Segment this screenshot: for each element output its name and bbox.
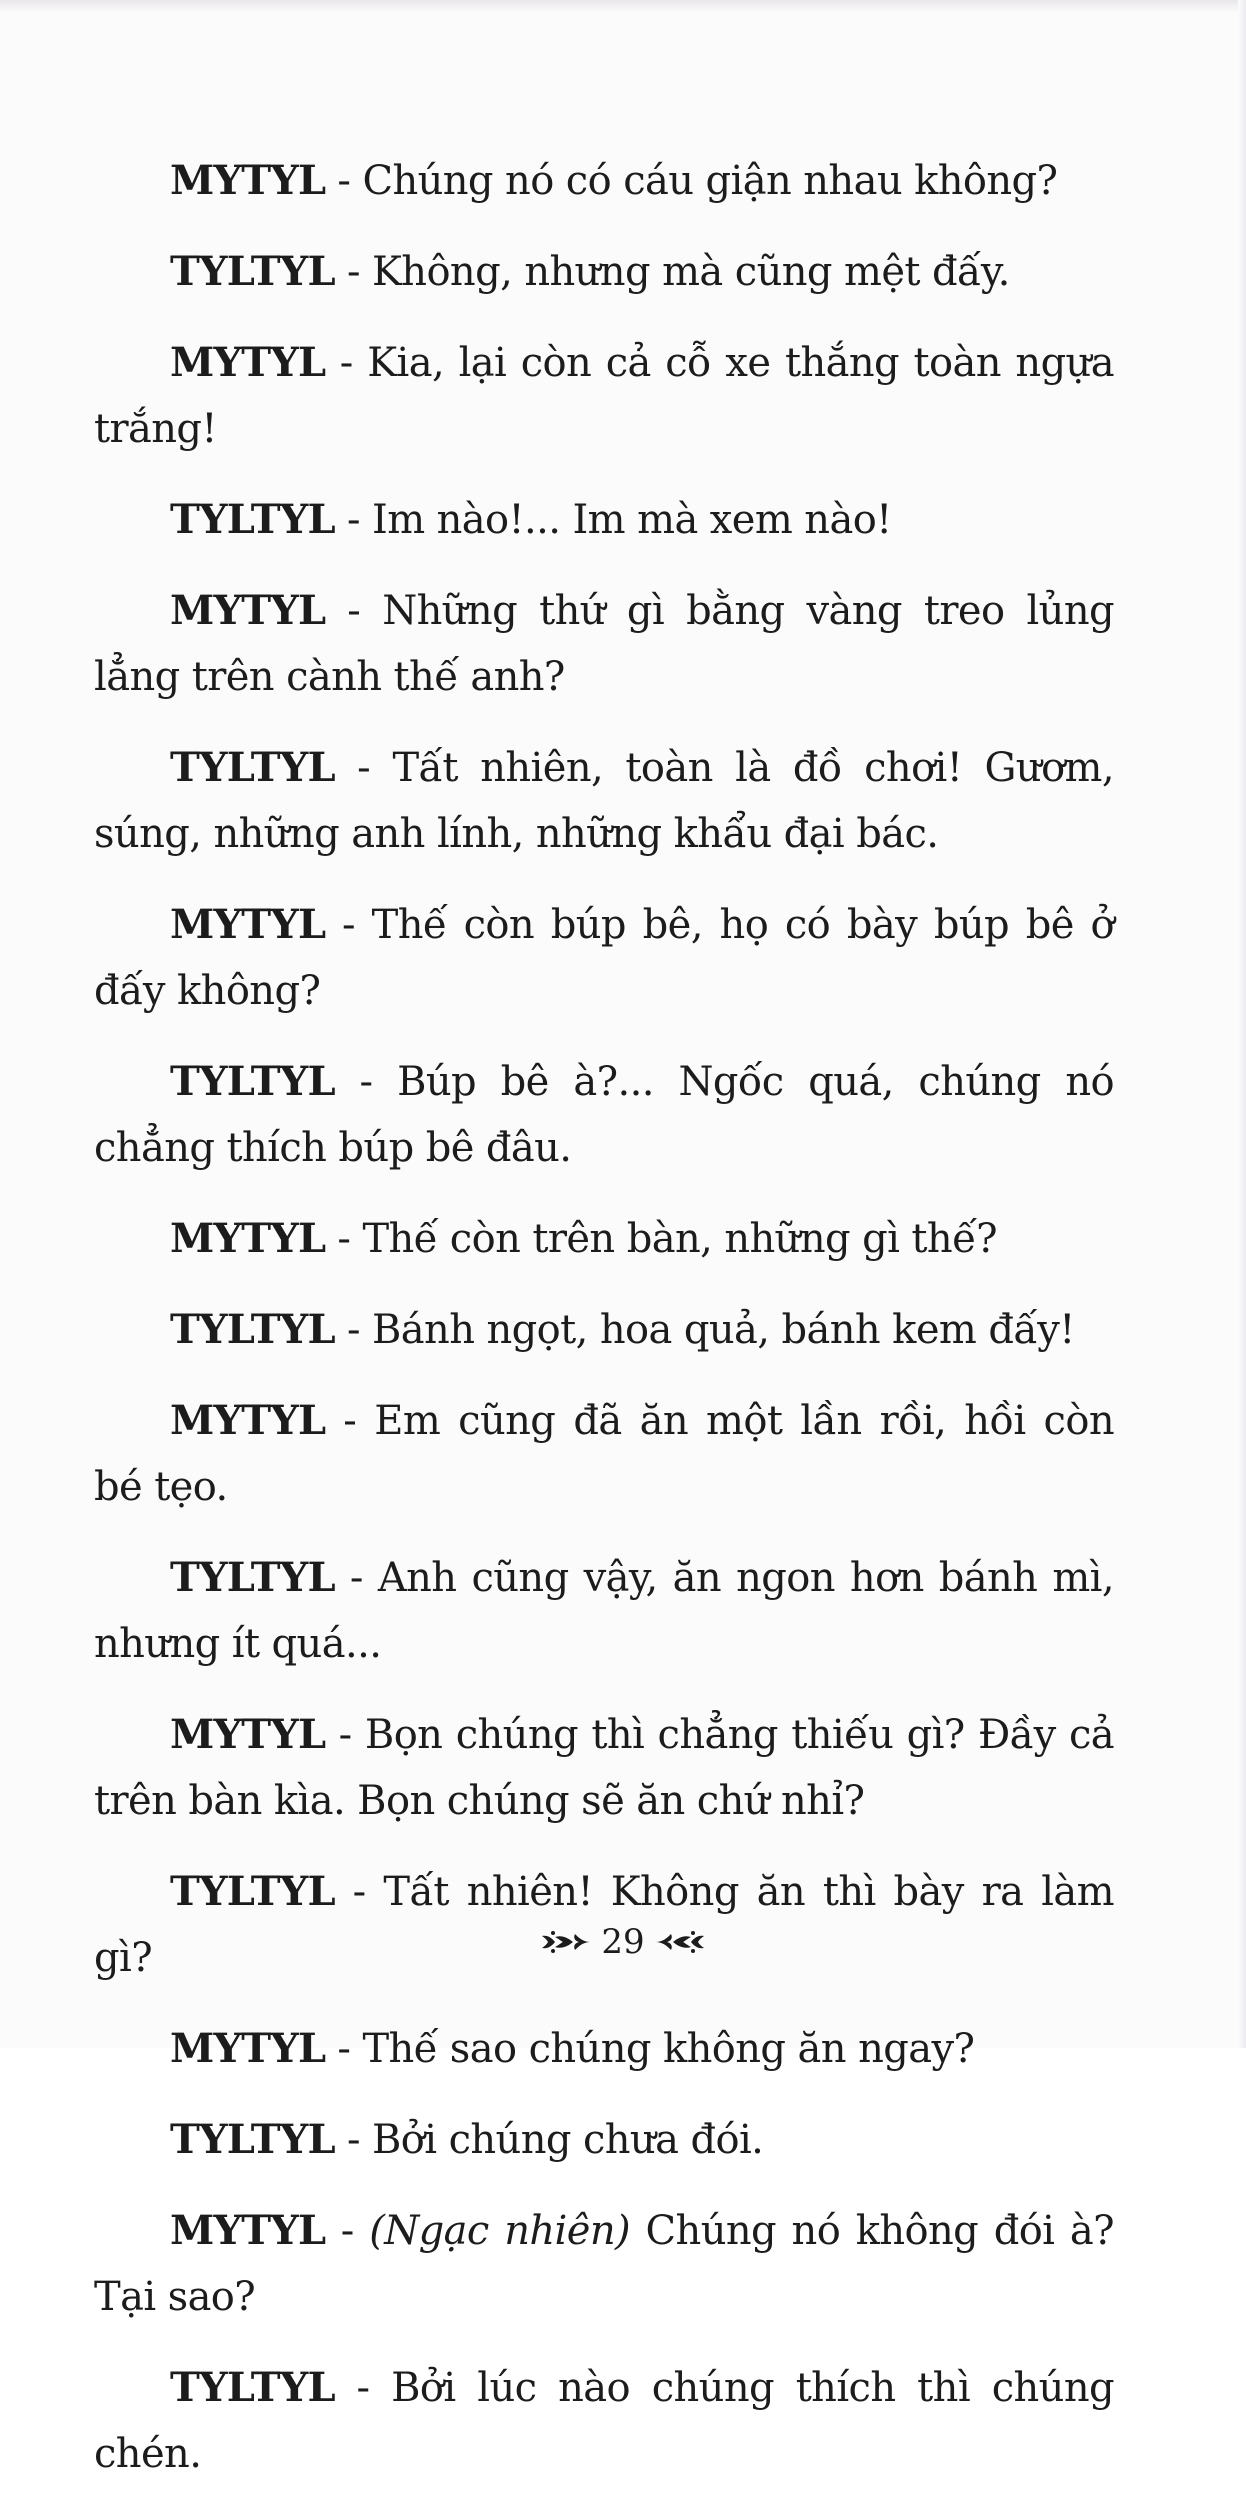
page-right-edge xyxy=(1238,0,1246,2048)
dialogue-line xyxy=(94,1206,1114,1272)
line-text: Chúng nó có cáu giận nhau không? xyxy=(362,158,1058,204)
dialogue-line xyxy=(94,1388,1114,1520)
line-text: Tất nhiên! Không ăn thì bày ra làm gì? xyxy=(94,1869,1114,1981)
dialogue-line xyxy=(94,892,1114,1024)
separator: - xyxy=(334,745,393,791)
speaker-name: TYLTYL xyxy=(170,1868,335,1915)
left-ornament-icon xyxy=(539,1925,593,1959)
separator: - xyxy=(334,2365,392,2411)
dialogue-line xyxy=(94,1545,1114,1677)
page-number: 29 xyxy=(601,1922,645,1962)
separator: - xyxy=(325,158,363,204)
page-footer xyxy=(0,1912,1246,1972)
page-top-edge xyxy=(0,0,1246,12)
line-text: Im nào!... Im mà xem nào! xyxy=(372,497,892,543)
separator: - xyxy=(334,2117,372,2163)
right-ornament-icon xyxy=(653,1925,707,1959)
line-text: Những thứ gì bằng vàng treo lủng lẳng trên cành thế anh? xyxy=(94,588,1114,700)
line-text: Thế còn búp bê, họ có bày búp bê ở đấy không? xyxy=(94,902,1114,1014)
speaker-name: TYLTYL xyxy=(170,1554,335,1601)
separator: - xyxy=(334,1307,372,1353)
dialogue-line xyxy=(94,2198,1114,2330)
line-text: Tất nhiên, toàn là đồ chơi! Gươm, súng, những anh lính, những khẩu đại bác. xyxy=(94,745,1114,857)
dialogue-line xyxy=(94,735,1114,867)
dialogue-line xyxy=(94,1297,1114,1363)
dialogue-line xyxy=(94,487,1114,553)
speaker-name: TYLTYL xyxy=(170,496,335,543)
separator: - xyxy=(325,1398,375,1444)
dialogue-line xyxy=(94,2355,1114,2487)
dialogue-text xyxy=(94,148,1114,2512)
speaker-name: TYLTYL xyxy=(170,1058,335,1105)
speaker-name: TYLTYL xyxy=(170,2364,335,2411)
separator: - xyxy=(325,1712,365,1758)
line-text: Búp bê à?... Ngốc quá, chúng nó chẳng thích búp bê đâu. xyxy=(94,1059,1114,1171)
line-text: Không, nhưng mà cũng mệt đấy. xyxy=(372,249,1010,295)
line-text: Chúng nó không đói à? Tại sao? xyxy=(94,2208,1114,2320)
separator: - xyxy=(325,340,368,386)
separator: - xyxy=(325,1216,363,1262)
speaker-name: TYLTYL xyxy=(170,1306,335,1353)
speaker-name: MYTYL xyxy=(170,2207,326,2254)
separator: - xyxy=(334,497,372,543)
line-text: Anh cũng vậy, ăn ngon hơn bánh mì, nhưng ít quá... xyxy=(94,1555,1114,1667)
speaker-name: MYTYL xyxy=(170,339,326,386)
speaker-name: MYTYL xyxy=(170,587,326,634)
dialogue-line xyxy=(94,1049,1114,1181)
speaker-name: TYLTYL xyxy=(170,744,335,791)
stage-direction: (Ngạc nhiên) xyxy=(369,2208,630,2254)
dialogue-line xyxy=(94,2107,1114,2173)
line-text: Bởi lúc nào chúng thích thì chúng chén. xyxy=(94,2365,1114,2477)
speaker-name: MYTYL xyxy=(170,2025,326,2072)
speaker-name: MYTYL xyxy=(170,1215,326,1262)
dialogue-line xyxy=(94,239,1114,305)
line-text: Bánh ngọt, hoa quả, bánh kem đấy! xyxy=(372,1307,1075,1353)
separator: - xyxy=(334,1555,378,1601)
separator: - xyxy=(334,1869,384,1915)
separator: - xyxy=(325,588,383,634)
line-text: Bọn chúng thì chẳng thiếu gì? Đầy cả trên bàn kìa. Bọn chúng sẽ ăn chứ nhỉ? xyxy=(94,1712,1114,1824)
separator: - xyxy=(325,902,372,948)
speaker-name: MYTYL xyxy=(170,901,326,948)
separator: - xyxy=(325,2208,370,2254)
speaker-name: TYLTYL xyxy=(170,2116,335,2163)
dialogue-line xyxy=(94,330,1114,462)
dialogue-line xyxy=(94,1702,1114,1834)
line-text: Kia, lại còn cả cỗ xe thắng toàn ngựa trắng! xyxy=(94,340,1114,452)
speaker-name: MYTYL xyxy=(170,1711,326,1758)
line-text: Bởi chúng chưa đói. xyxy=(372,2117,764,2163)
speaker-name: MYTYL xyxy=(170,1397,326,1444)
separator: - xyxy=(334,249,372,295)
separator: - xyxy=(325,2026,363,2072)
line-text: Thế sao chúng không ăn ngay? xyxy=(362,2026,975,2072)
dialogue-line xyxy=(94,578,1114,710)
line-text: Thế còn trên bàn, những gì thế? xyxy=(362,1216,997,1262)
separator: - xyxy=(334,1059,398,1105)
dialogue-line xyxy=(94,2016,1114,2082)
line-text: Em cũng đã ăn một lần rồi, hồi còn bé tẹo. xyxy=(94,1398,1114,1510)
dialogue-line xyxy=(94,148,1114,214)
speaker-name: TYLTYL xyxy=(170,248,335,295)
speaker-name: MYTYL xyxy=(170,157,326,204)
